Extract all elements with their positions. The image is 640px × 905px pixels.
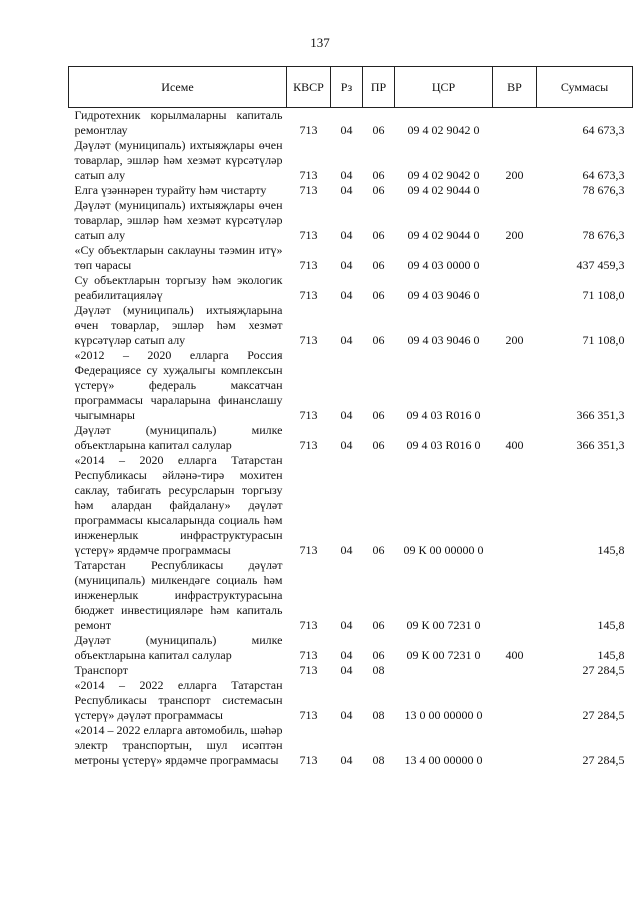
row-pr: 06 — [372, 228, 385, 242]
row-name: «2014 – 2022 елларга Татарстан Республикасы транспорт системасын үстерү» дәүләт программасы — [74, 678, 283, 722]
row-pr: 06 — [372, 408, 385, 422]
row-vr — [493, 558, 537, 633]
row-vr — [493, 108, 537, 139]
row-csr: 09 4 03 R016 0 — [406, 408, 481, 422]
row-kvsr: 713 — [299, 648, 318, 662]
table-row — [69, 423, 633, 453]
row-csr: 09 4 02 9044 0 — [407, 183, 480, 197]
row-rz: 04 — [340, 408, 353, 422]
row-vr — [493, 453, 537, 558]
row-name: Дәүләт (муниципаль) ихтыяҗлары өчен товарлар, эшләр һәм хезмәт күрсәтүләр сатып алу — [74, 198, 283, 242]
row-kvsr: 713 — [299, 708, 318, 722]
row-name: Гидротехник корылмаларны капиталь ремонтлау — [74, 108, 283, 137]
table-row — [69, 108, 633, 139]
budget-table — [68, 66, 633, 768]
row-sum: 27 284,5 — [582, 663, 625, 677]
row-csr: 09 К 00 7231 0 — [406, 648, 481, 662]
row-kvsr: 713 — [299, 168, 318, 182]
row-csr: 13 4 00 00000 0 — [404, 753, 483, 767]
row-kvsr: 713 — [299, 288, 318, 302]
row-vr — [493, 348, 537, 423]
row-rz: 04 — [340, 708, 353, 722]
row-csr: 09 4 02 9042 0 — [407, 123, 480, 137]
table-row — [69, 198, 633, 243]
header-kvsr: КВСР — [287, 67, 331, 108]
row-csr: 09 К 00 7231 0 — [406, 618, 481, 632]
row-rz: 04 — [340, 288, 353, 302]
row-vr — [493, 243, 537, 273]
row-pr: 08 — [372, 708, 385, 722]
row-name: «2012 – 2020 елларга Россия Федерациясе су хуҗалыгы комплексын үстерү» федераль максатчан программасы чараларына финанслашу чыгымнары — [74, 348, 283, 422]
row-name: «Су объектларын саклауны тәэмин итү» төп чарасы — [74, 243, 283, 272]
row-pr: 06 — [372, 183, 385, 197]
row-sum: 78 676,3 — [582, 228, 625, 242]
row-kvsr: 713 — [299, 543, 318, 557]
row-vr — [493, 678, 537, 723]
row-kvsr: 713 — [299, 258, 318, 272]
table-header-row — [69, 67, 633, 108]
row-csr: 09 4 03 0000 0 — [407, 258, 480, 272]
row-name: «2014 – 2022 елларга автомобиль, шәһәр электр транспортын, шул исәптән метроны үстерү» ярдәмче программасы — [74, 723, 283, 767]
table-row — [69, 243, 633, 273]
row-csr: 09 4 03 R016 0 — [406, 438, 481, 452]
row-pr: 06 — [372, 648, 385, 662]
row-csr: 09 К 00 00000 0 — [403, 543, 484, 557]
row-vr: 200 — [505, 228, 524, 242]
row-pr: 06 — [372, 543, 385, 557]
table-row — [69, 273, 633, 303]
row-sum: 64 673,3 — [582, 168, 625, 182]
table-row — [69, 183, 633, 198]
table-row — [69, 558, 633, 633]
row-kvsr: 713 — [299, 408, 318, 422]
row-kvsr: 713 — [299, 438, 318, 452]
header-sum: Суммасы — [537, 67, 633, 108]
header-name: Исеме — [69, 67, 287, 108]
row-sum: 366 351,3 — [576, 438, 625, 452]
row-csr: 09 4 02 9042 0 — [407, 168, 480, 182]
header-vr: ВР — [493, 67, 537, 108]
header-pr: ПР — [363, 67, 395, 108]
row-csr: 09 4 03 9046 0 — [407, 333, 480, 347]
table-row — [69, 723, 633, 768]
row-csr: 13 0 00 00000 0 — [404, 708, 483, 722]
table-row — [69, 633, 633, 663]
row-name: Дәүләт (муниципаль) ихтыяҗлары өчен товарлар, эшләр һәм хезмәт күрсәтүләр сатып алу — [74, 138, 283, 182]
table-row — [69, 678, 633, 723]
table-row — [69, 303, 633, 348]
page-number: 137 — [310, 35, 330, 50]
table-row — [69, 453, 633, 558]
row-pr: 08 — [372, 663, 385, 677]
row-kvsr: 713 — [299, 333, 318, 347]
row-name: Дәүләт (муниципаль) ихтыяҗларына өчен товарлар, эшләр һәм хезмәт күрсәтүләр сатып алу — [74, 303, 283, 347]
row-rz: 04 — [340, 543, 353, 557]
row-vr — [493, 273, 537, 303]
row-rz: 04 — [340, 618, 353, 632]
row-name: Транспорт — [74, 663, 128, 677]
row-vr: 400 — [505, 648, 524, 662]
row-rz: 04 — [340, 648, 353, 662]
row-sum: 64 673,3 — [582, 123, 625, 137]
row-sum: 145,8 — [597, 648, 625, 662]
row-rz: 04 — [340, 438, 353, 452]
row-kvsr: 713 — [299, 753, 318, 767]
row-name: Дәүләт (муниципаль) милке объектларына капитал салулар — [74, 423, 283, 452]
row-kvsr: 713 — [299, 123, 318, 137]
row-rz: 04 — [340, 258, 353, 272]
row-vr: 200 — [505, 333, 524, 347]
row-rz: 04 — [340, 333, 353, 347]
header-csr: ЦСР — [395, 67, 493, 108]
row-vr: 200 — [505, 168, 524, 182]
row-name: Елга үзәннәрен турайту һәм чистарту — [74, 183, 267, 197]
row-pr: 06 — [372, 123, 385, 137]
row-sum: 27 284,5 — [582, 753, 625, 767]
row-rz: 04 — [340, 663, 353, 677]
table-row — [69, 348, 633, 423]
row-pr: 06 — [372, 333, 385, 347]
row-pr: 06 — [372, 618, 385, 632]
row-vr — [493, 663, 537, 678]
row-kvsr: 713 — [299, 663, 318, 677]
table-row — [69, 138, 633, 183]
row-csr: 09 4 02 9044 0 — [407, 228, 480, 242]
row-pr: 06 — [372, 258, 385, 272]
row-sum: 437 459,3 — [576, 258, 625, 272]
row-name: Су объектларын торгызу һәм экологик реабилитацияләү — [74, 273, 283, 302]
row-pr: 06 — [372, 288, 385, 302]
row-sum: 366 351,3 — [576, 408, 625, 422]
row-vr — [493, 723, 537, 768]
row-sum: 78 676,3 — [582, 183, 625, 197]
row-sum: 71 108,0 — [582, 288, 625, 302]
row-kvsr: 713 — [299, 183, 318, 197]
row-name: Татарстан Республикасы дәүләт (муниципаль) милкендәге социаль һәм инженерлык инфраструктурасына бюджет инвестицияләре һәм капиталь ремонт — [74, 558, 283, 632]
row-sum: 145,8 — [597, 618, 625, 632]
row-pr: 06 — [372, 168, 385, 182]
row-sum: 27 284,5 — [582, 708, 625, 722]
row-pr: 08 — [372, 753, 385, 767]
row-rz: 04 — [340, 168, 353, 182]
row-name: «2014 – 2020 елларга Татарстан Республикасы әйләнә-тирә мохитен саклау, табигать ресурсларын торгызу һәм алардан файдалану» дәүләт программасы кысаларында социаль һәм инженерлык инфраструктурасын үстерү» ярдәмче программасы — [74, 453, 283, 557]
row-csr: 09 4 03 9046 0 — [407, 288, 480, 302]
row-rz: 04 — [340, 183, 353, 197]
row-pr: 06 — [372, 438, 385, 452]
row-sum: 145,8 — [597, 543, 625, 557]
row-vr: 400 — [505, 438, 524, 452]
row-csr — [395, 663, 493, 678]
table-body — [69, 108, 633, 769]
row-kvsr: 713 — [299, 618, 318, 632]
row-rz: 04 — [340, 228, 353, 242]
table-row — [69, 663, 633, 678]
row-rz: 04 — [340, 753, 353, 767]
row-vr — [493, 183, 537, 198]
header-rz: Рз — [331, 67, 363, 108]
row-rz: 04 — [340, 123, 353, 137]
row-name: Дәүләт (муниципаль) милке объектларына капитал салулар — [74, 633, 283, 662]
row-kvsr: 713 — [299, 228, 318, 242]
row-sum: 71 108,0 — [582, 333, 625, 347]
